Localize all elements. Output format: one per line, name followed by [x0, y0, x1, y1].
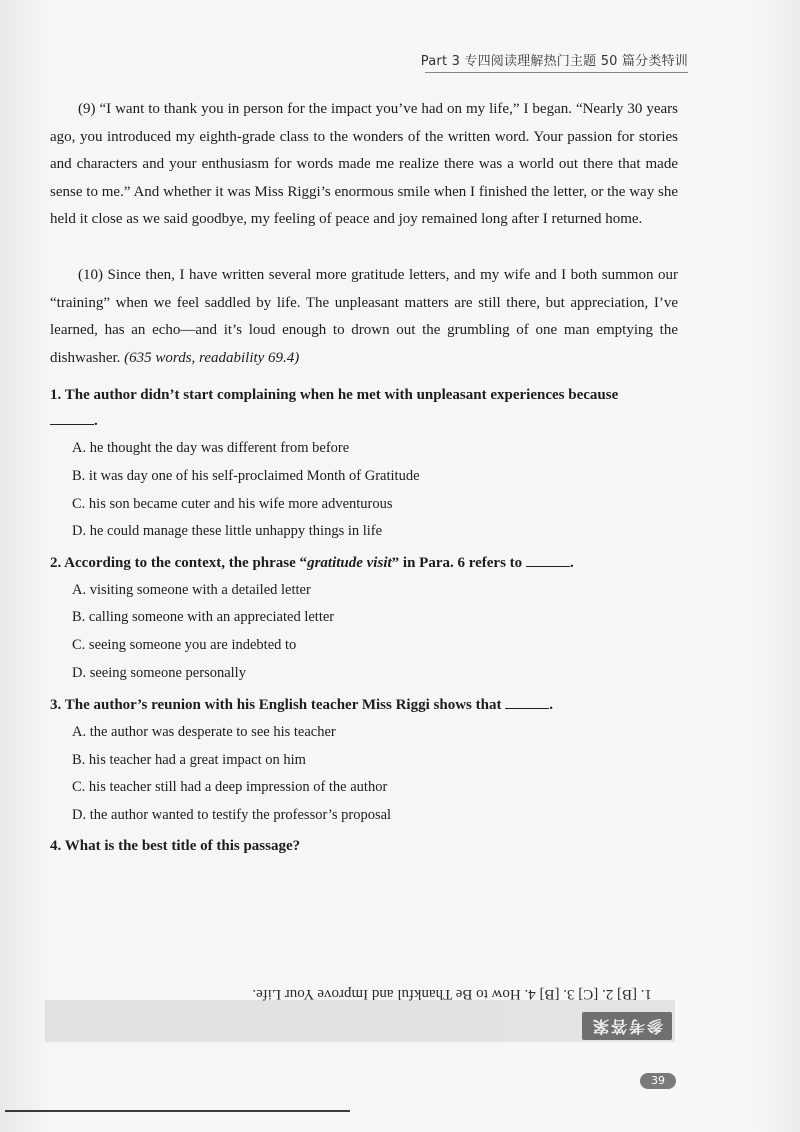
option-1a: A. he thought the day was different from before — [72, 440, 350, 456]
option-1c: C. his son became cuter and his wife more adventurous — [72, 496, 393, 512]
paragraph-10-text — [50, 262, 678, 372]
option-2b: B. calling someone with an appreciated letter — [72, 609, 335, 625]
question-2-phrase: gratitude visit — [307, 555, 392, 571]
answer-key-badge: 参考答案 — [582, 1012, 672, 1040]
question-2-end: . — [569, 555, 574, 571]
question-1-end: . — [94, 413, 98, 429]
option-2a: A. visiting someone with a detailed letter — [72, 582, 311, 598]
paragraph-10-body: (10) Since then, I have written several more gratitude letters, and my wife and I both summon our “training” when we feel saddled by life. The unpleasant matters are still there, but appreciation, I’ve learned, has an echo—and it’s loud enough to drown out the grumbling of one man emptying the dishwasher. — [50, 267, 678, 366]
paragraph-9 — [50, 96, 678, 234]
option-1b: B. it was day one of his self-proclaimed Month of Gratitude — [72, 468, 420, 484]
question-2 — [50, 554, 690, 572]
option-3d: D. the author wanted to testify the professor’s proposal — [72, 807, 392, 823]
word-count-note: (635 words, readability 69.4) — [124, 349, 300, 366]
question-2-stem-b: ” in Para. 6 refers to — [391, 555, 523, 571]
question-1 — [50, 382, 690, 434]
paragraph-9-text: (9) “I want to thank you in person for the impact you’ve had on my life,” I began. “Nearly 30 years ago, you introduced my eighth-grade class to the wonders of the written word. Your passion for stories and characters and your enthusiasm for words made me realize there was a world out there that made sense to me.” And whether it was Miss Riggi’s enormous smile when I finished the letter, or the way she held it close as we said goodbye, my feeling of peace and joy remained long after I returned home. — [50, 101, 678, 227]
option-3c: C. his teacher still had a deep impression of the author — [72, 779, 388, 795]
option-2c: C. seeing someone you are indebted to — [72, 637, 297, 653]
answer-key: 1. [B] 2. [C] 3. [B] 4. How to Be Thankful and Improve Your Life. — [252, 986, 652, 1002]
question-3 — [50, 696, 690, 714]
header-rule — [425, 72, 688, 73]
option-1d: D. he could manage these little unhappy things in life — [72, 523, 383, 539]
question-1-stem: 1. The author didn’t start complaining when he met with unpleasant experiences because — [50, 387, 619, 403]
page-header: Part 3 专四阅读理解热门主题 50 篇分类特训 — [420, 54, 688, 69]
paragraph-10 — [50, 262, 678, 372]
answer-blank — [50, 412, 94, 425]
answer-key-band — [45, 1000, 675, 1042]
option-3a: A. the author was desperate to see his teacher — [72, 724, 336, 740]
bottom-rule — [5, 1110, 350, 1112]
question-3-end: . — [549, 697, 553, 713]
question-2-stem-a: 2. According to the context, the phrase “ — [50, 555, 308, 571]
question-3-stem: 3. The author’s reunion with his English teacher Miss Riggi shows that — [50, 697, 502, 713]
question-4: 4. What is the best title of this passage? — [50, 838, 301, 854]
answer-blank — [505, 696, 549, 709]
option-2d: D. seeing someone personally — [72, 665, 246, 681]
page-number: 39 — [640, 1073, 676, 1089]
option-3b: B. his teacher had a great impact on him — [72, 752, 306, 768]
answer-blank — [526, 554, 570, 567]
